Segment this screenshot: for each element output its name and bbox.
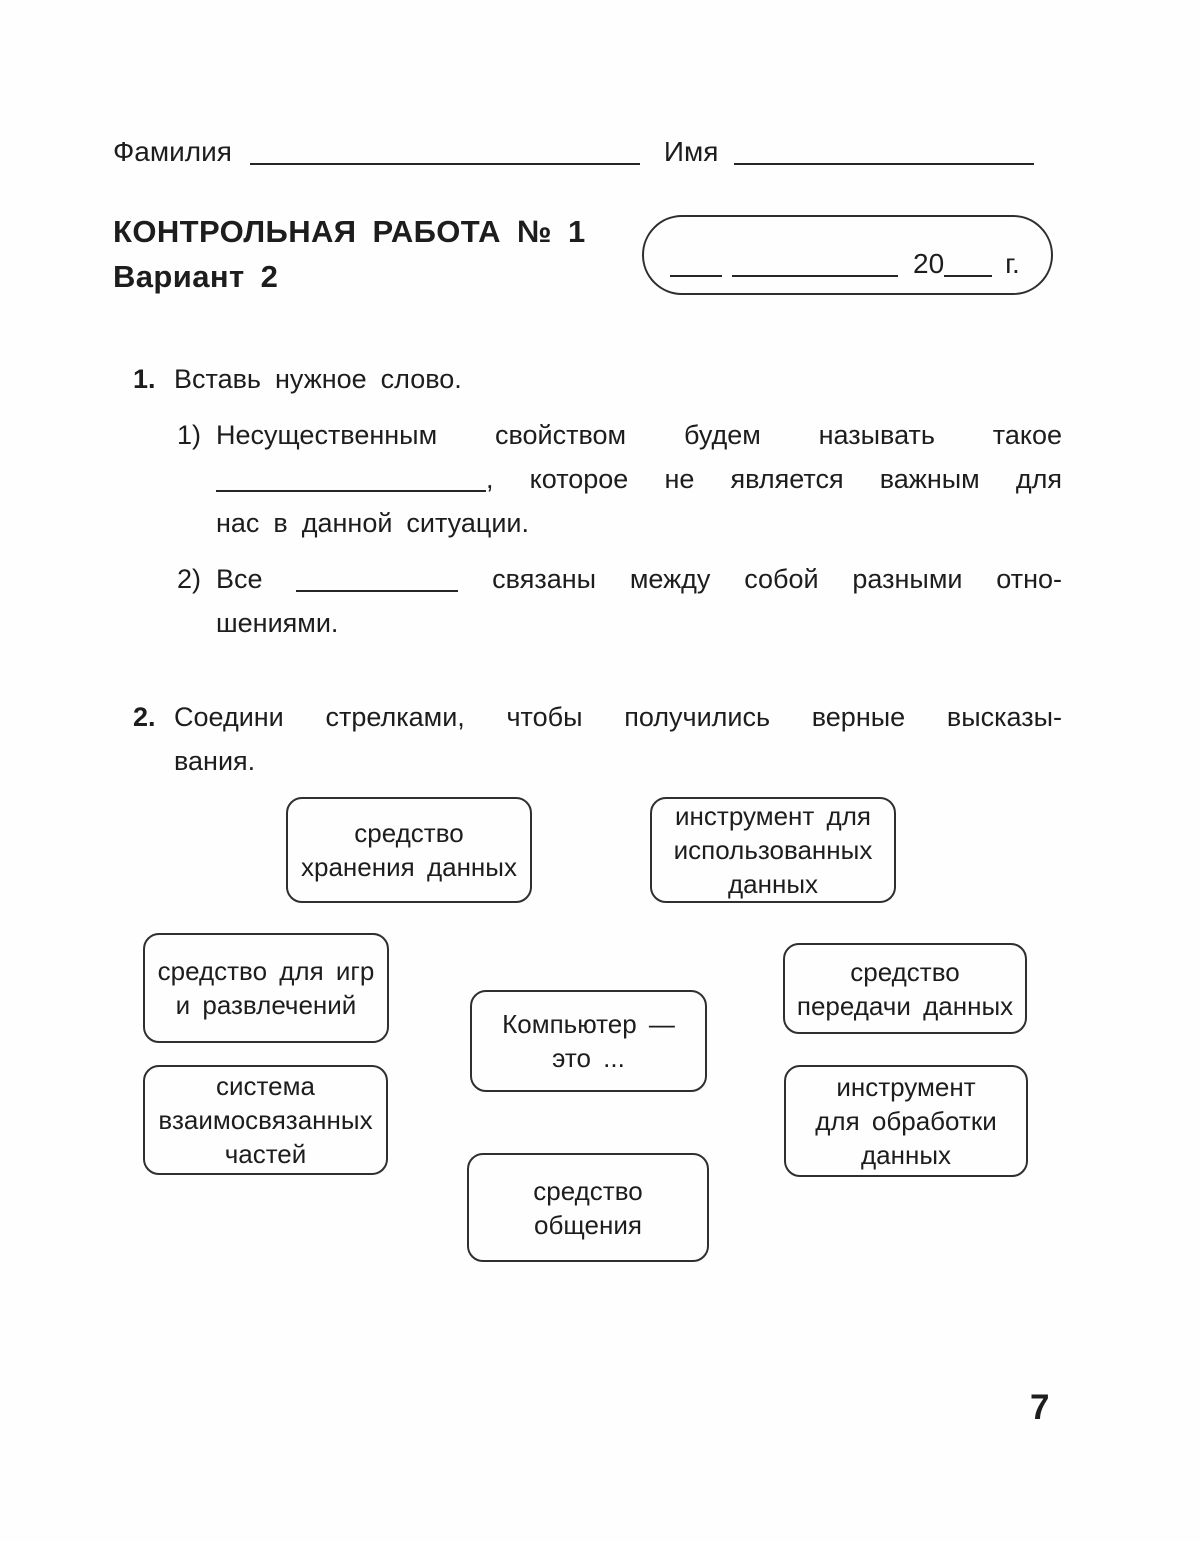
task2 — [113, 695, 1062, 783]
title-line-2: Вариант 2 — [113, 259, 279, 294]
box-communication-means: средство общения — [467, 1153, 709, 1262]
page-number: 7 — [1030, 1388, 1050, 1427]
box-computer-center: Компьютер — это ... — [470, 990, 707, 1092]
task1 — [113, 357, 1062, 401]
task1-item2-marker: 2) — [177, 564, 202, 594]
name-fields-row — [113, 136, 1073, 168]
date-box — [642, 215, 1053, 295]
task2-number: 2. — [133, 702, 156, 732]
box-data-processing-tool: инструмент для обработки данных — [784, 1065, 1028, 1177]
task1-item1-line1: Несущественным свойством будем называть такое — [216, 420, 1062, 450]
surname-blank-line — [250, 161, 640, 165]
task1-item2-line2: шениями. — [216, 608, 339, 638]
date-year-prefix: 20 — [913, 248, 945, 279]
box-storage-means: средство хранения данных — [286, 797, 532, 903]
box-data-transfer-means: средство передачи данных — [783, 943, 1027, 1034]
fill-in-blank-line — [216, 488, 486, 492]
date-month-blank-line — [732, 273, 898, 277]
task2-prompt-line1: Соедини стрелками, чтобы получились верные высказы- — [174, 702, 1062, 732]
firstname-blank-line — [734, 161, 1034, 165]
task1-item1 — [113, 413, 1062, 545]
task1-number: 1. — [133, 364, 156, 394]
task1-item2 — [113, 557, 1062, 645]
box-interconnected-parts-system: система взаимосвязанных частей — [143, 1065, 388, 1175]
fill-in-blank-line — [296, 588, 458, 592]
task2-prompt-line2: вания. — [174, 746, 256, 776]
task1-prompt: Вставь нужное слово. — [174, 364, 462, 394]
task1-item1-line2: , которое не является важным для — [216, 457, 1062, 501]
date-year-suffix: г. — [1005, 248, 1020, 279]
task1-item1-marker: 1) — [177, 420, 202, 450]
task1-item2-line1: Все связаны между собой разными отно- — [216, 564, 1062, 594]
date-day-blank-line — [670, 273, 722, 277]
firstname-label: Имя — [663, 136, 719, 167]
surname-label: Фамилия — [113, 136, 232, 167]
box-tool-used-data: инструмент для использованных данных — [650, 797, 896, 903]
worksheet-title — [113, 209, 586, 299]
title-line-1: КОНТРОЛЬНАЯ РАБОТА № 1 — [113, 214, 586, 249]
date-year-blank-line — [944, 273, 992, 277]
task1-item1-line3: нас в данной ситуации. — [216, 508, 529, 538]
box-games-entertainment: средство для игр и развлечений — [143, 933, 389, 1043]
